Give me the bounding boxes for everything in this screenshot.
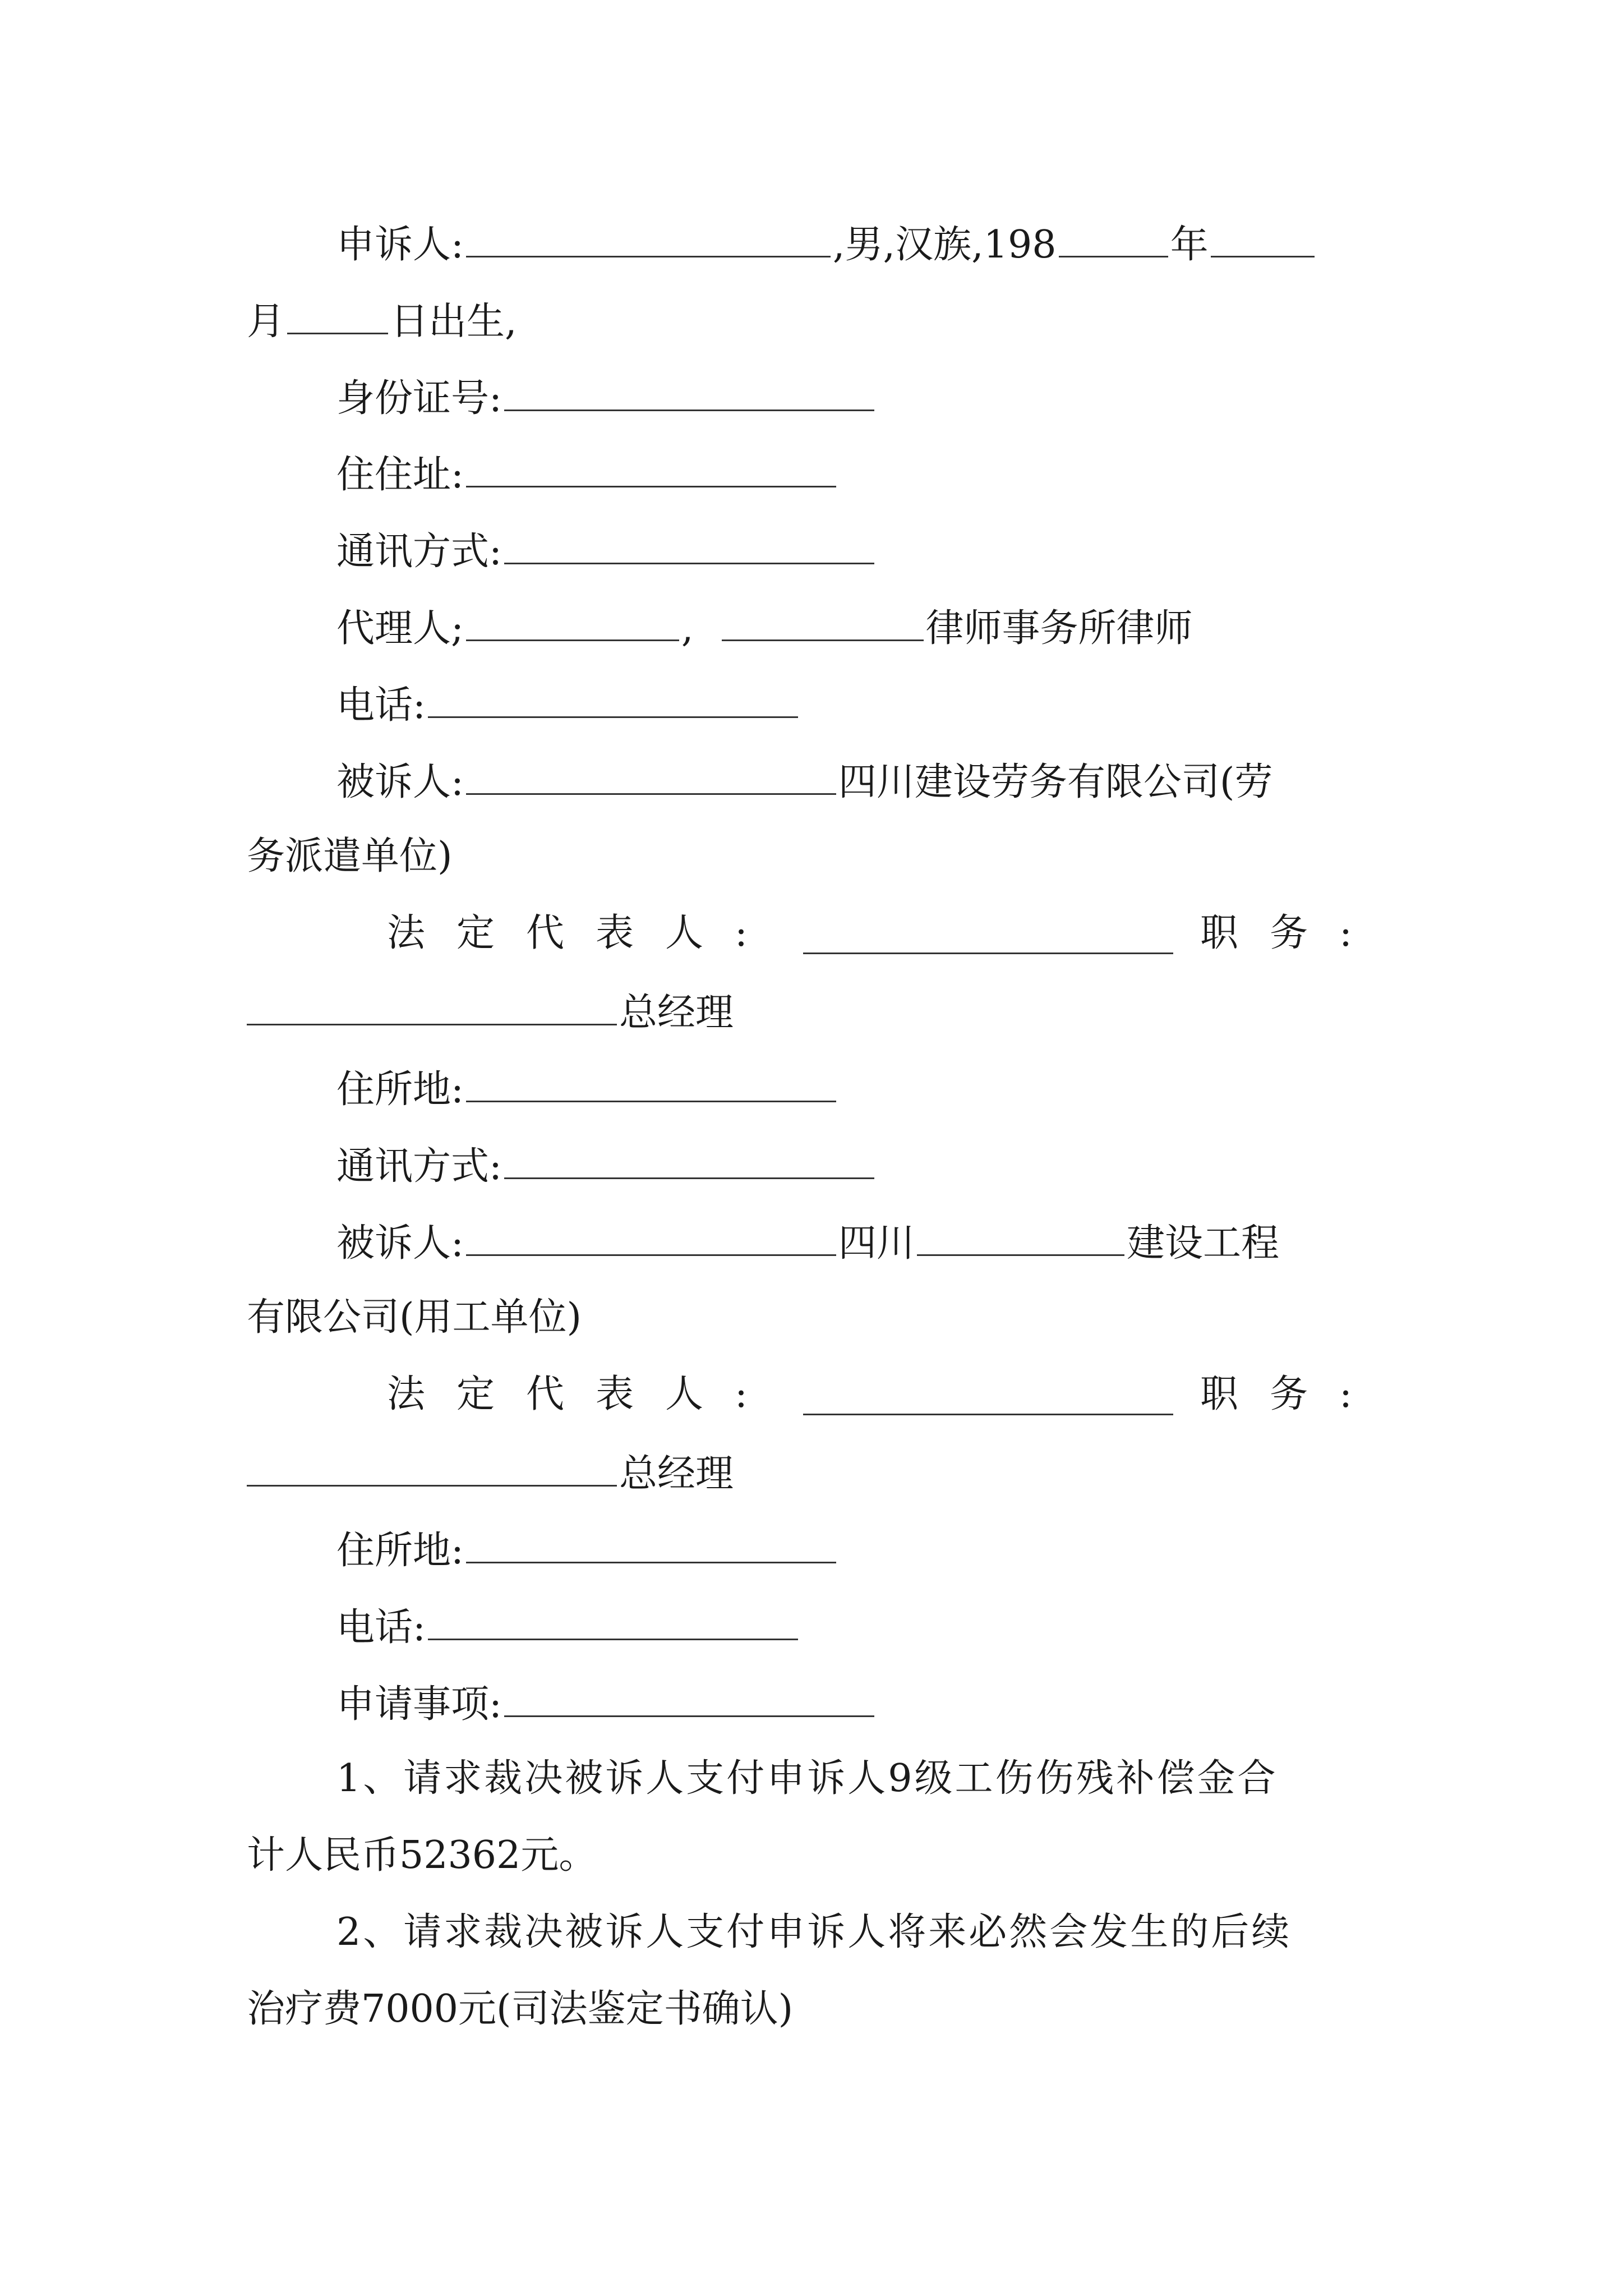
request-2-line bbox=[336, 1910, 1292, 1954]
request-1-line bbox=[336, 1756, 1278, 1801]
address-label: 住住址: bbox=[336, 453, 464, 497]
id-number-line bbox=[336, 376, 877, 421]
legal-rep2-line bbox=[387, 1372, 779, 1416]
contact2-label: 通讯方式: bbox=[336, 1144, 502, 1189]
residence1-line bbox=[336, 1068, 838, 1112]
agent-label: 代理人; bbox=[336, 606, 464, 651]
request-items-blank bbox=[504, 1683, 874, 1717]
position2-value: 总经理 bbox=[619, 1452, 734, 1496]
id-number-blank bbox=[504, 377, 874, 411]
month-label: 月 bbox=[247, 300, 285, 344]
respondent2-line bbox=[336, 1221, 1279, 1266]
agent-separator: , bbox=[681, 606, 694, 651]
respondent1-line bbox=[336, 761, 1272, 802]
position2-label: 职务: bbox=[1200, 1372, 1384, 1416]
respondent2-region: 四川 bbox=[838, 1221, 915, 1266]
respondent1-type-line bbox=[247, 834, 453, 878]
respondent1-blank bbox=[466, 761, 836, 795]
birth-year-blank bbox=[1059, 223, 1168, 257]
phone2-line bbox=[336, 1605, 800, 1650]
position1-label: 职务: bbox=[1200, 911, 1384, 955]
request-2-text: 2、请求裁决被诉人支付申诉人将来必然会发生的后续 bbox=[336, 1910, 1292, 1954]
agent-line bbox=[336, 606, 1193, 651]
address-line bbox=[336, 453, 838, 497]
residence1-blank bbox=[466, 1068, 836, 1102]
contact-label: 通讯方式: bbox=[336, 530, 502, 574]
complainant-label: 申诉人: bbox=[336, 223, 464, 267]
legal-rep1-blank bbox=[803, 920, 1173, 954]
request-1-cont-text: 计人民币52362元。 bbox=[247, 1833, 597, 1878]
phone2-label: 电话: bbox=[336, 1605, 426, 1650]
request-2-cont-line bbox=[247, 1987, 794, 2031]
legal-rep2-label: 法定代表人: bbox=[387, 1372, 779, 1416]
position1-line bbox=[1200, 911, 1384, 955]
contact2-blank bbox=[504, 1145, 874, 1179]
request-items-line bbox=[336, 1682, 877, 1727]
law-firm-suffix: 律师事务所律师 bbox=[925, 606, 1193, 651]
position1-blank bbox=[247, 991, 617, 1025]
contact-line bbox=[336, 530, 877, 574]
residence2-label: 住所地: bbox=[336, 1529, 464, 1573]
year-label: 年 bbox=[1170, 223, 1209, 267]
request-items-label: 申请事项: bbox=[336, 1682, 502, 1727]
respondent1-type: 务派遣单位) bbox=[247, 834, 453, 878]
respondent1-label: 被诉人: bbox=[336, 760, 464, 804]
complainant-line bbox=[336, 223, 1317, 267]
position1-value: 总经理 bbox=[619, 991, 734, 1035]
position1-value-line bbox=[247, 991, 734, 1035]
phone-blank bbox=[428, 684, 798, 718]
birth-month-blank bbox=[1211, 223, 1315, 257]
position2-value-line bbox=[247, 1452, 734, 1496]
agent-name-blank bbox=[466, 607, 679, 641]
phone-line bbox=[336, 683, 800, 728]
phone2-blank bbox=[428, 1606, 798, 1640]
contact2-line bbox=[336, 1144, 877, 1189]
request-1-cont-line bbox=[247, 1833, 597, 1878]
respondent2-label: 被诉人: bbox=[336, 1221, 464, 1266]
respondent2-blank bbox=[466, 1222, 836, 1256]
birth-suffix: 日出生, bbox=[390, 300, 517, 344]
complainant-name-blank bbox=[466, 223, 831, 257]
legal-rep1-label: 法定代表人: bbox=[387, 911, 779, 955]
residence2-line bbox=[336, 1529, 838, 1573]
legal-rep1-line bbox=[387, 911, 779, 955]
id-number-label: 身份证号: bbox=[336, 376, 502, 421]
address-blank bbox=[466, 453, 836, 487]
request-2-cont-text: 治疗费7000元(司法鉴定书确认) bbox=[247, 1987, 794, 2031]
birth-day-blank bbox=[287, 300, 388, 334]
residence2-blank bbox=[466, 1529, 836, 1563]
respondent2-type-line bbox=[247, 1295, 582, 1340]
respondent2-type: 有限公司(用工单位) bbox=[247, 1295, 582, 1340]
request-1-text: 1、请求裁决被诉人支付申诉人9级工伤伤残补偿金合 bbox=[336, 1756, 1278, 1801]
birth-date-line bbox=[247, 300, 517, 344]
position2-line bbox=[1200, 1372, 1384, 1416]
contact-blank bbox=[504, 530, 874, 564]
respondent1-company: 四川建设劳务有限公司(劳 bbox=[838, 760, 1273, 804]
legal-rep2-blank bbox=[803, 1381, 1173, 1415]
respondent2-company: 建设工程 bbox=[1126, 1221, 1279, 1266]
law-firm-blank bbox=[722, 607, 924, 641]
phone-label: 电话: bbox=[336, 683, 426, 728]
residence1-label: 住所地: bbox=[336, 1068, 464, 1112]
position2-blank bbox=[247, 1452, 617, 1487]
respondent2-name-blank bbox=[917, 1222, 1124, 1256]
complainant-info: ,男,汉族,198 bbox=[832, 223, 1057, 267]
